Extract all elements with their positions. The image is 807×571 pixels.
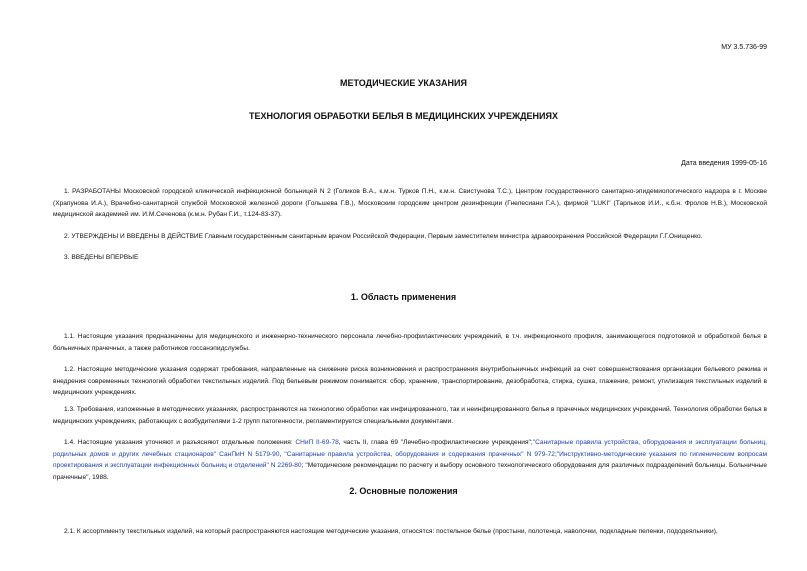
first-introduced-paragraph: 3. ВВЕДЕНЫ ВПЕРВЫЕ xyxy=(64,254,139,261)
section-heading-basics: 2. Основные положения xyxy=(349,486,458,496)
paragraph-1-3: 1.3. Требования, изложенные в методических указаниях, распространяются на технологию обработки как инфицированного, так и неинфицированного белья в прачечных медицинских учреждений. Технология обработки белья в медицинских учреждениях, работающих с возбудителями 1-2 групп патогенности, регламентируется специальными документами. xyxy=(53,406,767,425)
link-instructions-2269-80[interactable]: "Инструктивно-методические указания по гигиеническим вопросам проектирования и эксплуатации инфекционных больниц и отделений" N 2269-80 xyxy=(53,450,768,469)
approved-paragraph: 2. УТВЕРЖДЕНЫ И ВВЕДЕНЫ В ДЕЙСТВИЕ Главным государственным санитарным врачом Российской Федерации, Первым заместителем министра здравоохранения Российской Федерации Г.Г.Онищенко. xyxy=(64,233,703,240)
developed-paragraph: 1. РАЗРАБОТАНЫ Московской городской клинической инфекционной больницей N 2 (Голиков В.А., к.м.н. Турков П.Н., к.м.н. Свистунова Т.С.), Центром государственного санитарно-эпидемиологического надзора в г. Москве (Храпунова И.А.), Врачебно-санитарной службой Московской железной дороги (Гольшева Г.В.), Московским городским центром дезинфекции (Гнелесиани Г.А.), фирмой "LUKI" (Тарлыков И.И., к.б.н. Фролов Н.В.), Московской медицинской академией им. И.М.Сеченова (к.м.н. Рубан Г.И., т.124-83-37). xyxy=(53,188,767,218)
document-code: МУ 3.5.736-99 xyxy=(721,44,767,51)
paragraph-2-1: 2.1. К ассортименту текстильных изделий, на который распространяются настоящие методические указания, относятся: постельное белье (простыни, полотенца, наволочки, подкладные пеленки, пододеяльники), xyxy=(64,528,718,535)
paragraph-1-4-text-a: 1.4. Настоящие указания уточняют и разъясняют отдельные положения: xyxy=(64,439,296,446)
paragraph-1-4-text-c: , xyxy=(279,450,285,458)
section-heading-scope: 1. Область применения xyxy=(350,292,457,302)
document-title: МЕТОДИЧЕСКИЕ УКАЗАНИЯ xyxy=(340,78,467,88)
intro-date: Дата введения 1999-05-16 xyxy=(681,160,767,167)
link-snip[interactable]: СНиП II-69-78 xyxy=(295,439,339,446)
document-subtitle: ТЕХНОЛОГИЯ ОБРАБОТКИ БЕЛЬЯ В МЕДИЦИНСКИХ УЧРЕЖДЕНИЯХ xyxy=(249,111,558,121)
paragraph-1-1: 1.1. Настоящие указания предназначены для медицинского и инженерно-технического персонала лечебно-профилактических учреждений, в т.ч. инфекционного профиля, занимающегося подготовкой и обработкой белья в больничных прачечных, а также работников госсанэпидслужбы. xyxy=(53,333,767,352)
paragraph-1-4-text-b: , часть II, глава 69 "Лечебно-профилактические учреждения"; xyxy=(338,439,533,446)
link-laundry-rules[interactable]: "Санитарные правила устройства, оборудования и содержания прачечных" N 979-72 xyxy=(284,450,555,458)
paragraph-1-4-text-d: ; xyxy=(554,450,557,458)
paragraph-1-4 xyxy=(53,437,767,483)
paragraph-1-2: 1.2. Настоящие методические указания содержат требования, направленные на снижение риска возникновения и распространения внутрибольничных инфекций за счет совершенствования организации бельевого режима и внедрения современных технологий обработки текстильных изделий. Под бельевым режимом понимается: сбор, хранение, транспортирование, дезобработка, стирка, сушка, глажение, ремонт, утилизация текстильных изделий в медицинских учреждениях. xyxy=(53,366,767,396)
paragraph-1-4-text-e: ; "Методические рекомендации по расчету и выбору основного технологического оборудования для различных подразделений больницы. Больничные прачечные", 1988. xyxy=(53,462,767,481)
link-sanpin-5179-90[interactable]: "Санитарные правила устройства, оборудования и эксплуатации больниц, родильных домов и других лечебных стационаров" СанПиН N 5179-90 xyxy=(53,439,767,458)
